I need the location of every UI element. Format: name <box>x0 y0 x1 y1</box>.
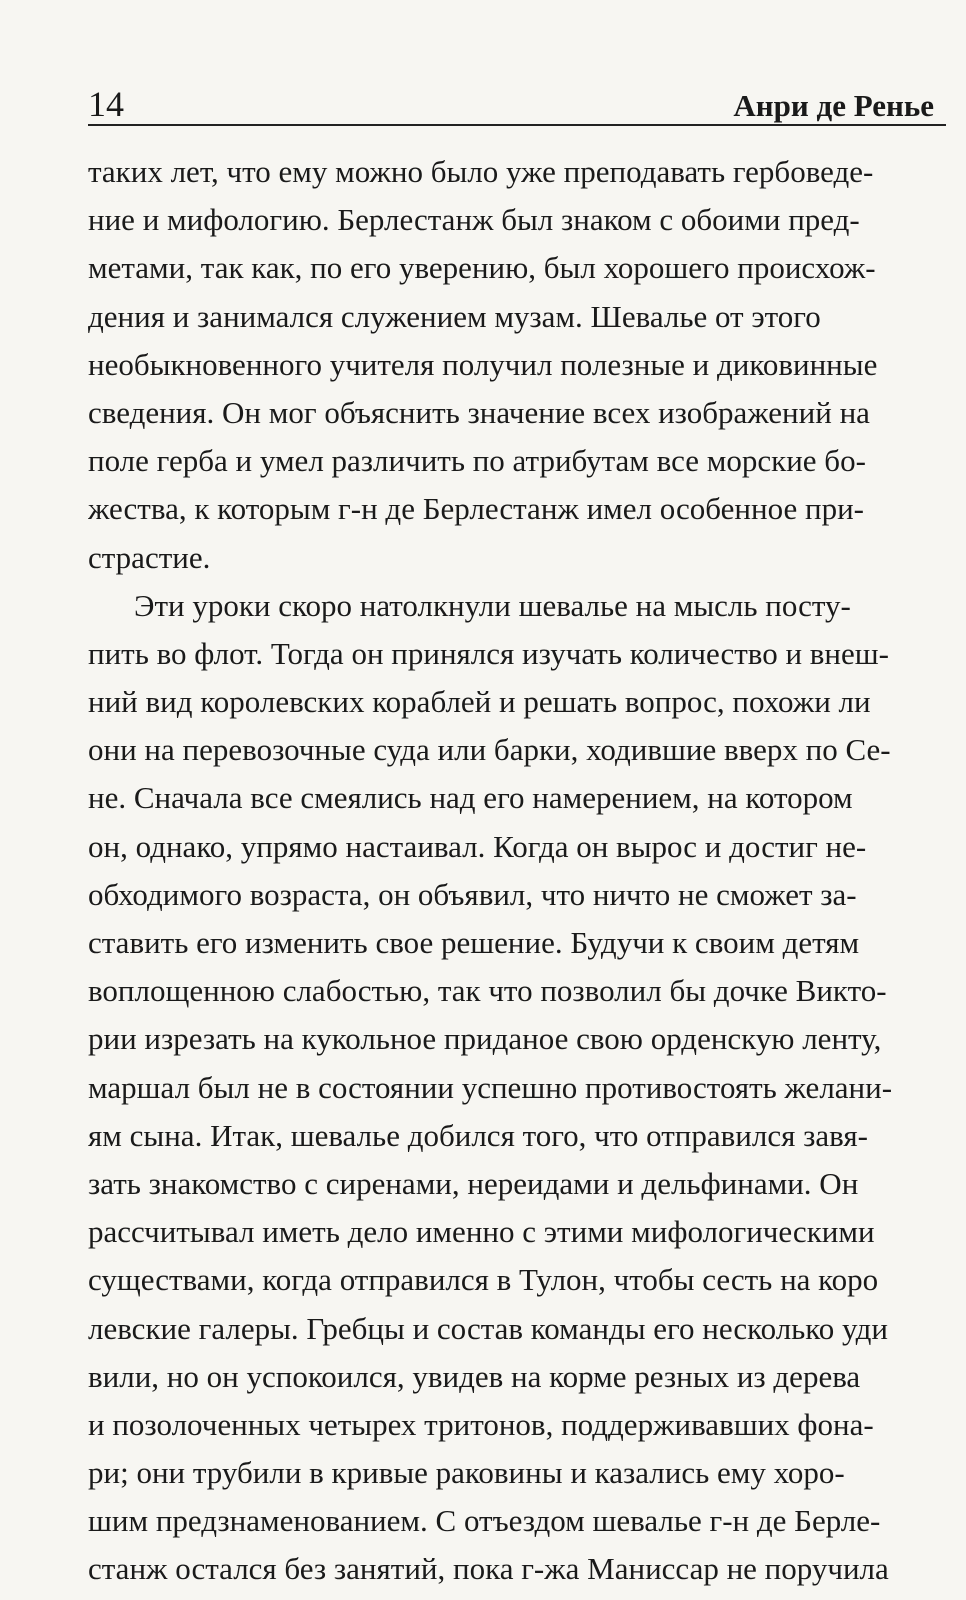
body-text <box>88 148 946 1594</box>
text-line: существами, когда отправился в Тулон, чтобы сесть на коро <box>88 1262 879 1298</box>
text-line: они на перевозочные суда или барки, ходившие вверх по Се- <box>88 732 891 768</box>
text-line: вили, но он успокоился, увидев на корме резных из дерева <box>88 1358 861 1394</box>
running-title: Анри де Ренье <box>733 88 934 123</box>
page-number: 14 <box>88 84 124 124</box>
text-line: он, однако, упрямо настаивал. Когда он вырос и достиг не- <box>88 828 867 864</box>
text-line: не. Сначала все смеялись над его намерением, на котором <box>88 780 853 816</box>
text-line: необыкновенного учителя получил полезные и диковинные <box>88 346 878 382</box>
text-line: станж остался без занятий, пока г-жа Маниссар не поручила <box>88 1551 889 1587</box>
text-line: воплощенною слабостью, так что позволил бы дочке Викто- <box>88 973 887 1009</box>
text-line: ние и мифологию. Берлестанж был знаком с обоими пред- <box>88 202 860 238</box>
text-line: пить во флот. Тогда он принялся изучать количество и внеш- <box>88 635 889 671</box>
text-line: метами, так как, по его уверению, был хорошего происхож- <box>88 250 876 286</box>
text-line: левские галеры. Гребцы и состав команды его несколько уди <box>88 1310 888 1346</box>
text-line: таких лет, что ему можно было уже преподавать гербоведе- <box>88 154 874 189</box>
paragraph-start-line: Эти уроки скоро натолкнули шевалье на мысль посту- <box>134 587 851 623</box>
text-line: ям сына. Итак, шевалье добился того, что отправился завя- <box>88 1117 868 1153</box>
text-line: рассчитывал иметь дело именно с этими мифологическими <box>88 1214 875 1250</box>
text-line: ри; они трубили в кривые раковины и казались ему хоро- <box>88 1455 845 1491</box>
text-line: зать знакомство с сиренами, нереидами и дельфинами. Он <box>88 1165 859 1201</box>
text-line: и позолоченных четырех тритонов, поддерживавших фона- <box>88 1406 874 1442</box>
text-line: дения и занимался служением музам. Шевалье от этого <box>88 298 821 334</box>
text-line: страстие. <box>88 539 211 575</box>
text-line: обходимого возраста, он объявил, что ничто не сможет за- <box>88 876 857 912</box>
text-line: ний вид королевских кораблей и решать вопрос, похожи ли <box>88 684 871 720</box>
text-line: шим предзнаменованием. С отъездом шевалье г-н де Берле- <box>88 1503 881 1539</box>
text-line: ставить его изменить свое решение. Будучи к своим детям <box>88 925 860 960</box>
running-head <box>88 78 934 126</box>
text-line: поле герба и умел различить по атрибутам все морские бо- <box>88 443 866 479</box>
text-line: рии изрезать на кукольное приданое свою орденскую ленту, <box>88 1021 882 1057</box>
text-line: жества, к которым г-н де Берлестанж имел особенное при- <box>88 491 864 527</box>
text-line: сведения. Он мог объяснить значение всех изображений на <box>88 394 870 430</box>
text-line: маршал был не в состоянии успешно противостоять желани- <box>88 1069 893 1105</box>
header-rule <box>88 124 946 126</box>
